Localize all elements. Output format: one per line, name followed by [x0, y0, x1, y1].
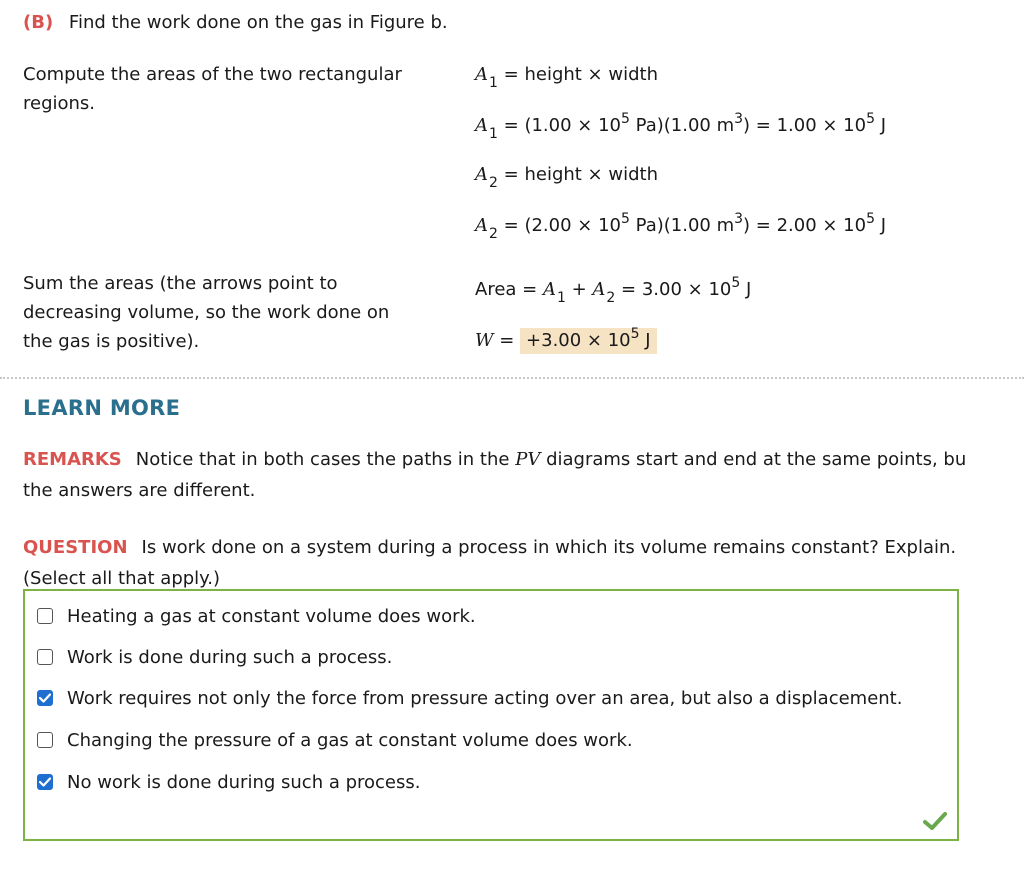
remarks-pv: PV [515, 449, 541, 470]
remarks-line-2: the answers are different. [23, 480, 256, 501]
learn-more-heading: LEARN MORE [23, 396, 181, 420]
remarks-text: Notice that in both cases the paths in the [135, 449, 510, 470]
question-label: QUESTION [23, 537, 128, 558]
question-instruction: (Select all that apply.) [23, 568, 221, 589]
equation-work-result [475, 326, 657, 351]
eq-text: = [493, 330, 521, 351]
question-line-1 [23, 532, 956, 563]
eq-subscript: 2 [489, 175, 498, 191]
checkbox[interactable] [37, 732, 53, 748]
eq-text: ) = 2.00 × 10 [743, 215, 867, 236]
eq-text: J [740, 279, 752, 300]
answer-exponent: 5 [630, 326, 640, 342]
eq-subscript: 1 [556, 290, 566, 306]
eq-exponent: 3 [734, 211, 744, 227]
option-label: Changing the pressure of a gas at constant volume does work. [67, 729, 633, 751]
step2-description: Sum the areas (the arrows point to decreasing volume, so the work done on the gas is positive). [23, 273, 390, 352]
eq-variable: A [475, 215, 488, 236]
equation-a1-value [475, 111, 887, 142]
eq-text: = 3.00 × 10 [615, 279, 732, 300]
eq-exponent: 5 [866, 211, 876, 227]
step1-description: Compute the areas of the two rectangular regions. [23, 64, 402, 114]
answer-unit: J [639, 330, 651, 351]
checkbox-checked[interactable] [37, 690, 53, 706]
equation-area-sum [475, 275, 752, 306]
check-mark-icon [923, 811, 947, 831]
option-label: Work requires not only the force from pressure acting over an area, but also a displacement. [67, 687, 903, 709]
eq-exponent: 5 [731, 275, 741, 291]
option-work-requires-displacement[interactable] [37, 686, 902, 710]
eq-text: = (2.00 × 10 [503, 215, 621, 236]
eq-variable: A [475, 115, 488, 136]
answer-options-box [23, 589, 959, 841]
eq-variable: A [475, 164, 488, 185]
remarks-line-1 [23, 444, 966, 475]
eq-text: ) = 1.00 × 10 [743, 115, 867, 136]
eq-text: Pa)(1.00 m [629, 215, 735, 236]
option-label: No work is done during such a process. [67, 771, 421, 793]
section-divider [0, 377, 1024, 379]
eq-exponent: 3 [734, 111, 744, 127]
eq-variable: A [592, 279, 606, 300]
question-block [23, 532, 956, 594]
equation-a1-definition [475, 64, 658, 91]
part-heading [23, 12, 448, 33]
eq-subscript: 2 [606, 290, 616, 306]
checkbox[interactable] [37, 649, 53, 665]
answer-highlight [520, 328, 657, 354]
eq-rhs: = height × width [503, 64, 658, 85]
eq-text: = (1.00 × 10 [503, 115, 621, 136]
checkmark-icon [39, 777, 51, 787]
eq-rhs: = height × width [503, 164, 658, 185]
eq-subscript: 1 [489, 75, 498, 91]
eq-variable: A [475, 64, 488, 85]
remarks-block [23, 444, 966, 506]
eq-text: Pa)(1.00 m [629, 115, 735, 136]
option-no-work-done[interactable] [37, 770, 420, 794]
option-work-is-done[interactable] [37, 645, 392, 669]
checkmark-icon [39, 693, 51, 703]
answer-value: +3.00 × 10 [526, 330, 631, 351]
eq-exponent: 5 [621, 111, 630, 127]
option-label: Work is done during such a process. [67, 646, 393, 668]
eq-text: J [875, 115, 887, 136]
equation-a2-value [475, 211, 887, 242]
eq-variable: A [542, 279, 556, 300]
checkbox[interactable] [37, 608, 53, 624]
eq-text: + [565, 279, 593, 300]
eq-exponent: 5 [621, 211, 630, 227]
part-letter: (B) [23, 12, 54, 33]
eq-subscript: 1 [489, 126, 498, 142]
eq-exponent: 5 [866, 111, 876, 127]
remarks-label: REMARKS [23, 449, 122, 470]
eq-subscript: 2 [489, 226, 498, 242]
option-heating-gas[interactable] [37, 604, 476, 628]
option-label: Heating a gas at constant volume does work. [67, 605, 476, 627]
equation-a2-definition [475, 164, 658, 191]
part-prompt: Find the work done on the gas in Figure b. [68, 12, 448, 33]
option-changing-pressure[interactable] [37, 728, 633, 752]
eq-text: Area = [475, 279, 543, 300]
question-text: Is work done on a system during a process in which its volume remains constant? Explain. [141, 537, 957, 558]
eq-variable: W [475, 330, 494, 351]
checkbox-checked[interactable] [37, 774, 53, 790]
remarks-text-continued: diagrams start and end at the same points, bu [546, 449, 967, 470]
eq-text: J [875, 215, 887, 236]
